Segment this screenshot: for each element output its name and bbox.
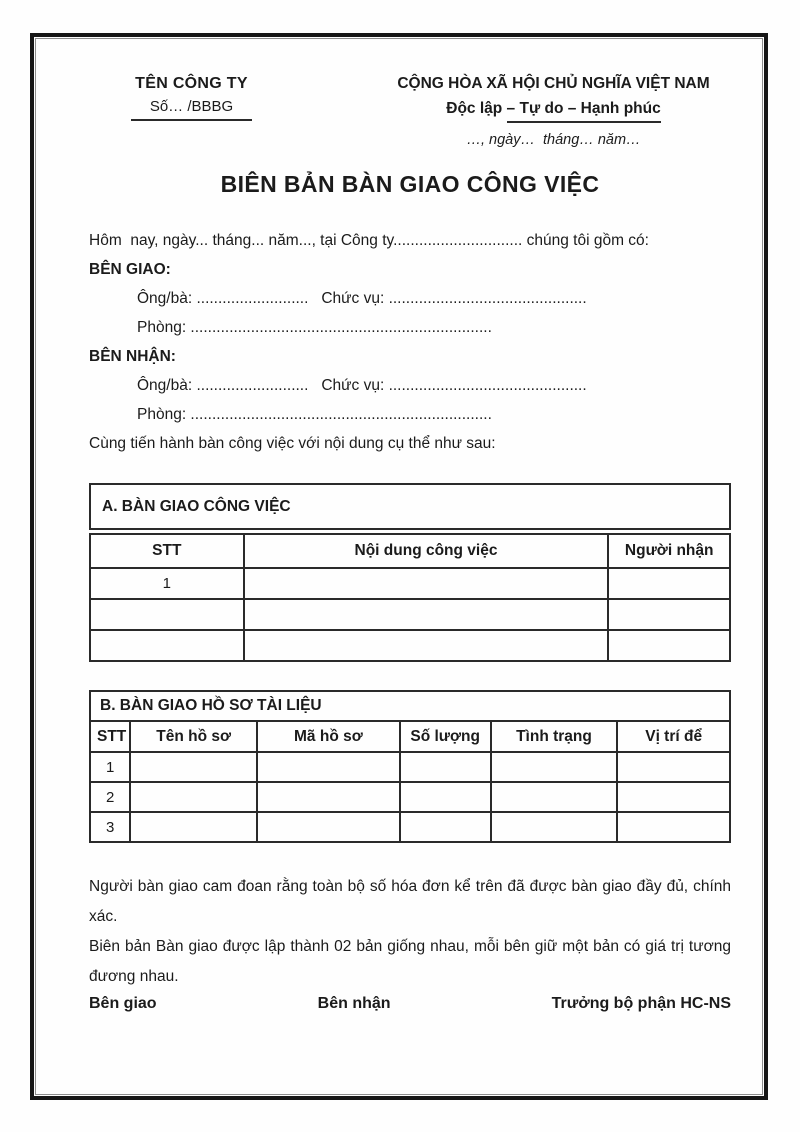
ben-giao-dept-line: Phòng: ...................................................................... [137,319,492,336]
table-b-cell [617,782,730,812]
table-b-cell: 2 [90,782,130,812]
table-b-cell [400,812,491,842]
ben-giao-label: BÊN GIAO: [89,261,171,278]
closing-section [89,872,731,992]
table-a-cell [244,630,609,661]
ben-nhan-label: BÊN NHẬN: [89,348,176,365]
table-b-cell [617,752,730,782]
table-b-header-row [90,721,730,752]
table-a-cell [244,599,609,630]
signature-ben-giao: Bên giao [89,995,157,1012]
table-b-header-stt: STT [90,721,130,752]
date-line: …, ngày… tháng… năm… [466,132,641,148]
table-b-cell [400,752,491,782]
ben-giao-section [89,255,731,342]
ben-nhan-section [89,342,731,429]
table-b-cell [491,752,618,782]
table-row [90,812,730,842]
table-a-cell [90,599,244,630]
table-b-cell [130,782,257,812]
work-handover-table [89,533,731,662]
table-b-cell [491,782,618,812]
document-header [89,75,731,148]
table-row [90,630,730,661]
company-block [89,75,294,121]
table-row [90,599,730,630]
table-b-header-ma-ho-so: Mã hồ sơ [257,721,400,752]
document-handover-section [89,690,731,843]
table-b-cell [491,812,618,842]
page-content [34,37,764,1096]
document-number: Số… /BBBG [131,98,252,121]
closing-paragraph-2: Biên bản Bàn giao được lập thành 02 bản giống nhau, mỗi bên giữ một bản có giá trị tương đương nhau. [89,938,731,985]
ben-giao-person-line: Ông/bà: .......................... Chức vụ: .............................................. [137,290,587,307]
table-b-cell [257,782,400,812]
signature-ben-nhan: Bên nhận [317,995,391,1012]
table-a-cell: 1 [90,568,244,599]
table-b-cell [130,812,257,842]
table-b-cell [400,782,491,812]
table-b-cell [257,812,400,842]
table-b-title-row [90,691,730,721]
table-row [90,752,730,782]
table-a-header-noi-dung: Nội dung công việc [244,534,609,568]
table-a-cell [244,568,609,599]
table-b-header-tinh-trang: Tình trạng [491,721,618,752]
table-row [90,568,730,599]
table-b-header-ten-ho-so: Tên hồ sơ [130,721,257,752]
table-b-cell: 1 [90,752,130,782]
document-handover-table [89,690,731,843]
table-a-header-row [90,534,730,568]
closing-paragraph-1: Người bàn giao cam đoan rằng toàn bộ số hóa đơn kể trên đã được bàn giao đầy đủ, chính xác. [89,878,731,925]
intro-paragraph: Hôm nay, ngày... tháng... năm..., tại Công ty.............................. chúng tôi gồm có: [89,232,649,249]
table-a-header-stt: STT [90,534,244,568]
table-b-cell: 3 [90,812,130,842]
table-a-cell [608,599,730,630]
table-b-title: B. BÀN GIAO HỒ SƠ TÀI LIỆU [90,691,730,721]
motto-prefix: Độc lập [446,100,503,117]
table-a-cell [608,630,730,661]
national-block [376,75,731,148]
page-frame [30,33,768,1100]
work-handover-section [89,483,731,662]
table-a-cell [608,568,730,599]
table-b-cell [130,752,257,782]
national-title: CỘNG HÒA XÃ HỘI CHỦ NGHĨA VIỆT NAM [397,75,710,92]
table-b-cell [617,812,730,842]
table-a-header-nguoi-nhan: Người nhận [608,534,730,568]
lead-in-paragraph: Cùng tiến hành bàn công việc với nội dung cụ thể như sau: [89,435,496,452]
ben-nhan-person-line: Ông/bà: .......................... Chức vụ: .............................................. [137,377,587,394]
document-title: BIÊN BẢN BÀN GIAO CÔNG VIỆC [220,171,600,197]
table-a-title: A. BÀN GIAO CÔNG VIỆC [89,483,731,530]
table-b-header-vi-tri-de: Vị trí để [617,721,730,752]
national-motto [376,100,731,123]
table-b-cell [257,752,400,782]
signature-truong-bo-phan-hcns: Trưởng bộ phận HC-NS [551,995,731,1012]
company-name: TÊN CÔNG TY [135,75,248,92]
signature-row [89,995,731,1013]
table-b-header-so-luong: Số lượng [400,721,491,752]
motto-underlined-part: – Tự do – Hạnh phúc [507,100,661,123]
table-row [90,782,730,812]
ben-nhan-dept-line: Phòng: ...................................................................... [137,406,492,423]
table-a-cell [90,630,244,661]
